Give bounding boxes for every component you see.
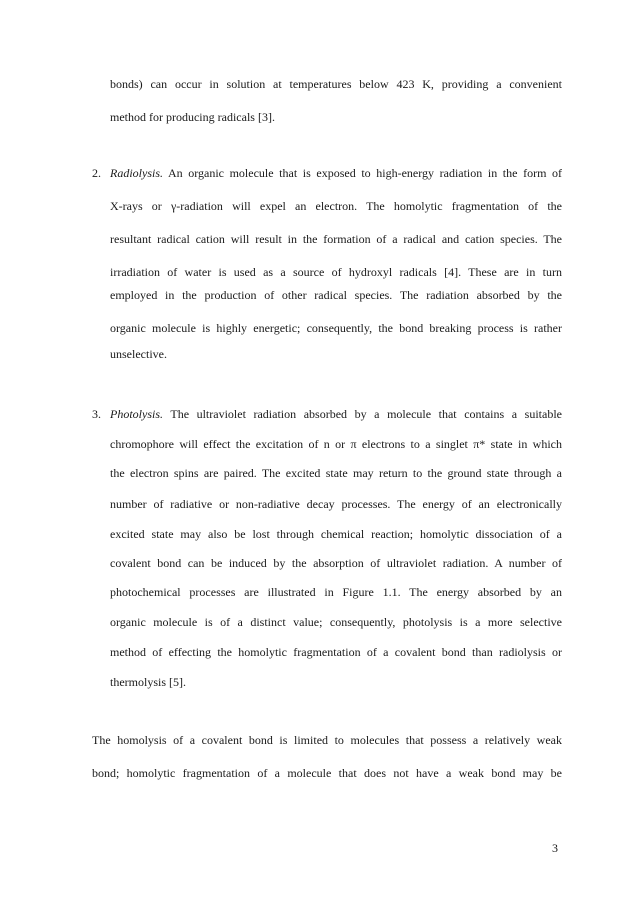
list-item-number: 3. bbox=[92, 407, 101, 421]
list-item-line: covalent bond can be induced by the absorption of ultraviolet radiation. A number of bbox=[110, 556, 562, 570]
list-item-line: organic molecule is of a distinct value; consequently, photolysis is a more selective bbox=[110, 615, 562, 629]
list-item-line: X-rays or γ-radiation will expel an electron. The homolytic fragmentation of the bbox=[110, 199, 562, 213]
list-item-text: An organic molecule that is exposed to high-energy radiation in the form of bbox=[167, 166, 563, 180]
list-item-line: photochemical processes are illustrated in Figure 1.1. The energy absorbed by an bbox=[110, 585, 562, 599]
list-item-line: irradiation of water is used as a source of hydroxyl radicals [4]. These are in turn bbox=[110, 265, 562, 279]
list-item-line: resultant radical cation will result in the formation of a radical and cation species. The bbox=[110, 232, 562, 246]
list-item-term: Photolysis. bbox=[110, 407, 163, 421]
list-item-line: unselective. bbox=[110, 347, 167, 361]
list-item-number: 2. bbox=[92, 166, 101, 180]
paragraph-line: bond; homolytic fragmentation of a molecule that does not have a weak bond may be bbox=[92, 766, 562, 780]
paragraph-line: The homolysis of a covalent bond is limited to molecules that possess a relatively weak bbox=[92, 733, 562, 747]
list-item-line: thermolysis [5]. bbox=[110, 675, 186, 689]
paragraph-line: bonds) can occur in solution at temperatures below 423 K, providing a convenient bbox=[110, 77, 562, 91]
list-item-line: the electron spins are paired. The excited state may return to the ground state through a bbox=[110, 466, 562, 480]
list-item-first-line bbox=[110, 166, 562, 180]
list-item-line: method of effecting the homolytic fragmentation of a covalent bond than radiolysis or bbox=[110, 645, 562, 659]
list-item-term: Radiolysis. bbox=[110, 166, 163, 180]
page-number: 3 bbox=[552, 841, 558, 855]
list-item-line: excited state may also be lost through chemical reaction; homolytic dissociation of a bbox=[110, 527, 562, 541]
list-item-line: employed in the production of other radical species. The radiation absorbed by the bbox=[110, 288, 562, 302]
list-item-text: The ultraviolet radiation absorbed by a molecule that contains a suitable bbox=[170, 407, 562, 421]
paragraph-line: method for producing radicals [3]. bbox=[110, 110, 275, 124]
list-item-first-line bbox=[110, 407, 562, 421]
list-item-line: number of radiative or non-radiative decay processes. The energy of an electronically bbox=[110, 497, 562, 511]
list-item-line: chromophore will effect the excitation of n or π electrons to a singlet π* state in which bbox=[110, 437, 562, 451]
list-item-line: organic molecule is highly energetic; consequently, the bond breaking process is rather bbox=[110, 321, 562, 335]
